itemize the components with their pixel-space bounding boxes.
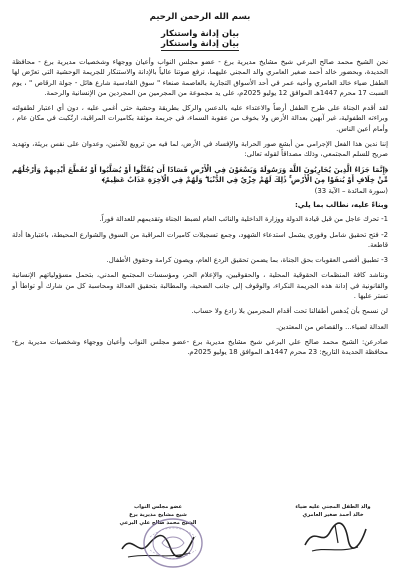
father-handwritten-signature xyxy=(300,517,370,557)
father-name: خالد أحمد صغير العامري xyxy=(302,512,364,518)
crime-paragraph: لقد أقدم الجناة على طرح الطفل أرضاً والاعتداء عليه بالدعس والركل بطريقة وحشية حتى أغمي عليه ، دون أي اعتبار لطفولته وبراءته الطفولية، غير آبهين بعدالة الأرض ولا بخوف من عقوبة السماء، في جريمة موثقة بكاميرات المراقبة، ارتُكبت في مكان عام ، وأمام أعين الناس. xyxy=(12,104,388,133)
demand-item: 1- تحرك عاجل من قبل قيادة الدولة ووزارة الداخلية والنائب العام لضبط الجناة وتقديمهم للعدالة فوراً. xyxy=(99,215,388,224)
demand-item: 3- تطبيق أقصى العقوبات بحق الجناة، بما يضمن تحقيق الردع العام، ويصون كرامة وحقوق الأطفال. xyxy=(106,256,388,265)
demand-item: 2- فتح تحقيق شامل وفوري يشمل استدعاء الشهود، وجمع تسجيلات كاميرات المراقبة من السوق والشوارع المحيطة، باعتبارها أدلة قاطعة. xyxy=(12,230,388,249)
issued-by: صادرعن: الشيخ محمد صالح علي البرعي شيخ مشايخ مديرية برع -عضو مجلس النواب وأعيان ووجهاء وشخصيات مديرية برع-محافظة الحديدة التاريخ: 23 محرم 1447هـ الموافق 18 يوليو 2025م. xyxy=(12,337,388,357)
demands-heading: وبناءً عليه، نطالب بما يلي: xyxy=(294,199,388,209)
basmala: بسم الله الرحمن الرحيم xyxy=(149,12,251,22)
quran-verse: ﴿إِنَّمَا جَزَاءُ الَّذِينَ يُحَارِبُونَ اللَّهَ وَرَسُولَهُ وَيَسْعَوْنَ فِي الْأَرْضِ فَسَادًا أَن يُقَتَّلُوا أَوْ يُصَلَّبُوا أَوْ تُقَطَّعَ أَيْدِيهِمْ وَأَرْجُلُهُم مِّنْ خِلَافٍ أَوْ يُنفَوْا مِنَ الْأَرْضِ ۚ ذَٰلِكَ لَهُمْ خِزْيٌ فِي الدُّنْيَا ۖ وَلَهُمْ فِي الْآخِرَةِ عَذَابٌ عَظِيمٌ﴾ xyxy=(12,165,388,185)
mp-label-1: عضو مجلس النواب xyxy=(133,504,182,510)
father-label: والد الطفل المجني عليه ضياء xyxy=(295,504,371,510)
appeal-paragraph: ونناشد كافة المنظمات الحقوقية المحلية ، والحقوقيين، والإعلام الحر، ومؤسسات المجتمع المدني، بتحمل مسؤولياتهم الإنسانية والقانونية في إدانة هذه الجريمة النكراء، والوقوف إلى جانب الضحية، والمطالبة بتحقيق العدالة ومحاسبة كل من شارك أو تواطأ أو تستر عليها . xyxy=(12,271,388,301)
official-seal xyxy=(142,517,204,569)
document-title-repeat: بيان إدانة واستنكار xyxy=(160,39,240,49)
condemn-paragraph: إننا ندين هذا الفعل الإجرامي من أبشع صور الحرابة والإفساد في الأرض، لما فيه من ترويع للآمنين، وعدوان على نفس بريئة، وتهديد صريح للسلم المجتمعي، وذلك مصداقاً لقوله تعالى: xyxy=(12,140,388,159)
document-title: بيان إدانة واستنكار xyxy=(160,29,240,39)
intro-paragraph: نحن الشيخ محمد صالح البرعي شيخ مشايخ مديرية برع - عضو مجلس النواب وأعيان ووجهاء وشخصيات مديرية برع - محافظة الحديدة، وبحضور خالد أحمد صغير العامري والد المجني عليهما، نرفع صوتنا عالياً بالإدانة والاستنكار للجريمة الوحشية التي تعرّض لها الطفل ضياء خالد العامري وأخيه عمر في أحد الأسواق التجارية بالعاصمة صنعاء " سوق القادسية شارع هائل - جولة الرقاص " ، يوم السبت 17 محرم 1447هـ الموافق 12 يوليو 2025م، على يد مجموعة من المجرمين من المجردين من الإنسانية والرحمة. xyxy=(12,58,388,97)
justice-line: العدالة لضياء... والقصاص من المعتدين. xyxy=(275,322,388,331)
signature-block xyxy=(12,503,388,573)
mp-name: الشيخ محمد صالح علي البرعي xyxy=(119,520,197,526)
father-signature xyxy=(278,503,388,519)
document-title-underlined xyxy=(12,39,388,49)
mp-label-2: شيخ مشايخ مديرية برع xyxy=(129,512,187,518)
silence-line: لن نسمح بأن يُدهس أطفالنا تحت أقدام المجرمين بلا رادع ولا حساب. xyxy=(191,307,388,316)
quran-reference: (سورة المائدة – الآية 33) xyxy=(314,186,388,195)
